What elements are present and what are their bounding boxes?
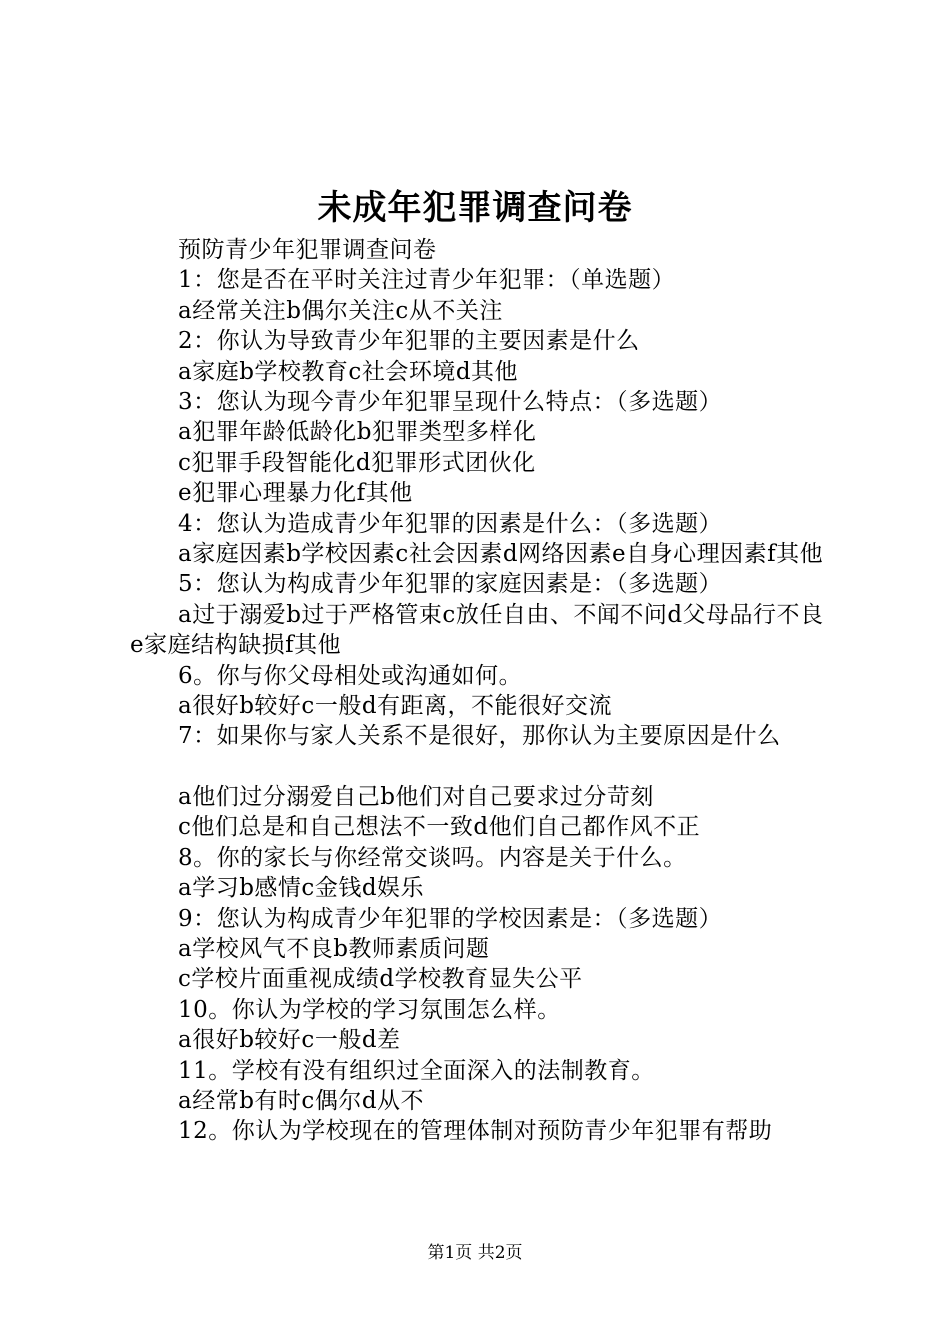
page-footer: 第1页 共2页 [427,1243,523,1263]
document-title: 未成年犯罪调查问卷 [317,188,633,228]
question-line: 5：您认为构成青少年犯罪的家庭因素是：（多选题） [178,571,723,598]
question-line: 4：您认为造成青少年犯罪的因素是什么：（多选题） [178,510,723,537]
answer-line: a家庭b学校教育c社会环境d其他 [178,358,519,385]
question-line: 1：您是否在平时关注过青少年犯罪：（单选题） [178,267,676,294]
question-line: 6。你与你父母相处或沟通如何。 [178,662,523,689]
subtitle: 预防青少年犯罪调查问卷 [178,237,437,263]
answer-line: a犯罪年龄低龄化b犯罪类型多样化 [178,419,537,446]
answer-line: a经常b有时c偶尔d从不 [178,1087,425,1114]
questionnaire-body [130,235,830,1147]
answer-line: c他们总是和自己想法不一致d他们自己都作风不正 [178,814,701,841]
answer-line: a经常关注b偶尔关注c从不关注 [178,297,503,324]
blank-line [130,752,830,782]
question-line: 11。学校有没有组织过全面深入的法制教育。 [178,1057,655,1084]
question-line: 10。你认为学校的学习氛围怎么样。 [178,996,561,1023]
answer-line: e犯罪心理暴力化f其他 [178,480,413,507]
answer-line: a他们过分溺爱自己b他们对自己要求过分苛刻 [178,784,654,811]
answer-line: a学校风气不良b教师素质问题 [178,936,490,963]
answer-line: c犯罪手段智能化d犯罪形式团伙化 [178,449,536,476]
answer-line: a学习b感情c金钱d娱乐 [178,875,425,902]
answer-line: a很好b较好c一般d差 [178,1027,401,1054]
question-line: 2：你认为导致青少年犯罪的主要因素是什么 [178,328,640,355]
answer-line: c学校片面重视成绩d学校教育显失公平 [178,966,583,993]
question-line: 3：您认为现今青少年犯罪呈现什么特点：（多选题） [178,388,723,415]
question-line: 7：如果你与家人关系不是很好，那你认为主要原因是什么 [178,723,781,750]
question-line: 8。你的家长与你经常交谈吗。内容是关于什么。 [178,844,687,871]
answer-line: a很好b较好c一般d有距离，不能很好交流 [178,692,613,719]
question-line: 12。你认为学校现在的管理体制对预防青少年犯罪有帮助 [178,1118,773,1145]
answer-paragraph: a过于溺爱b过于严格管束c放任自由、不闻不问d父母品行不良e家庭结构缺损f其他 [130,601,824,659]
answer-paragraph: a家庭因素b学校因素c社会因素d网络因素e自身心理因素f其他 [178,540,824,567]
question-line: 9：您认为构成青少年犯罪的学校因素是：（多选题） [178,905,723,932]
